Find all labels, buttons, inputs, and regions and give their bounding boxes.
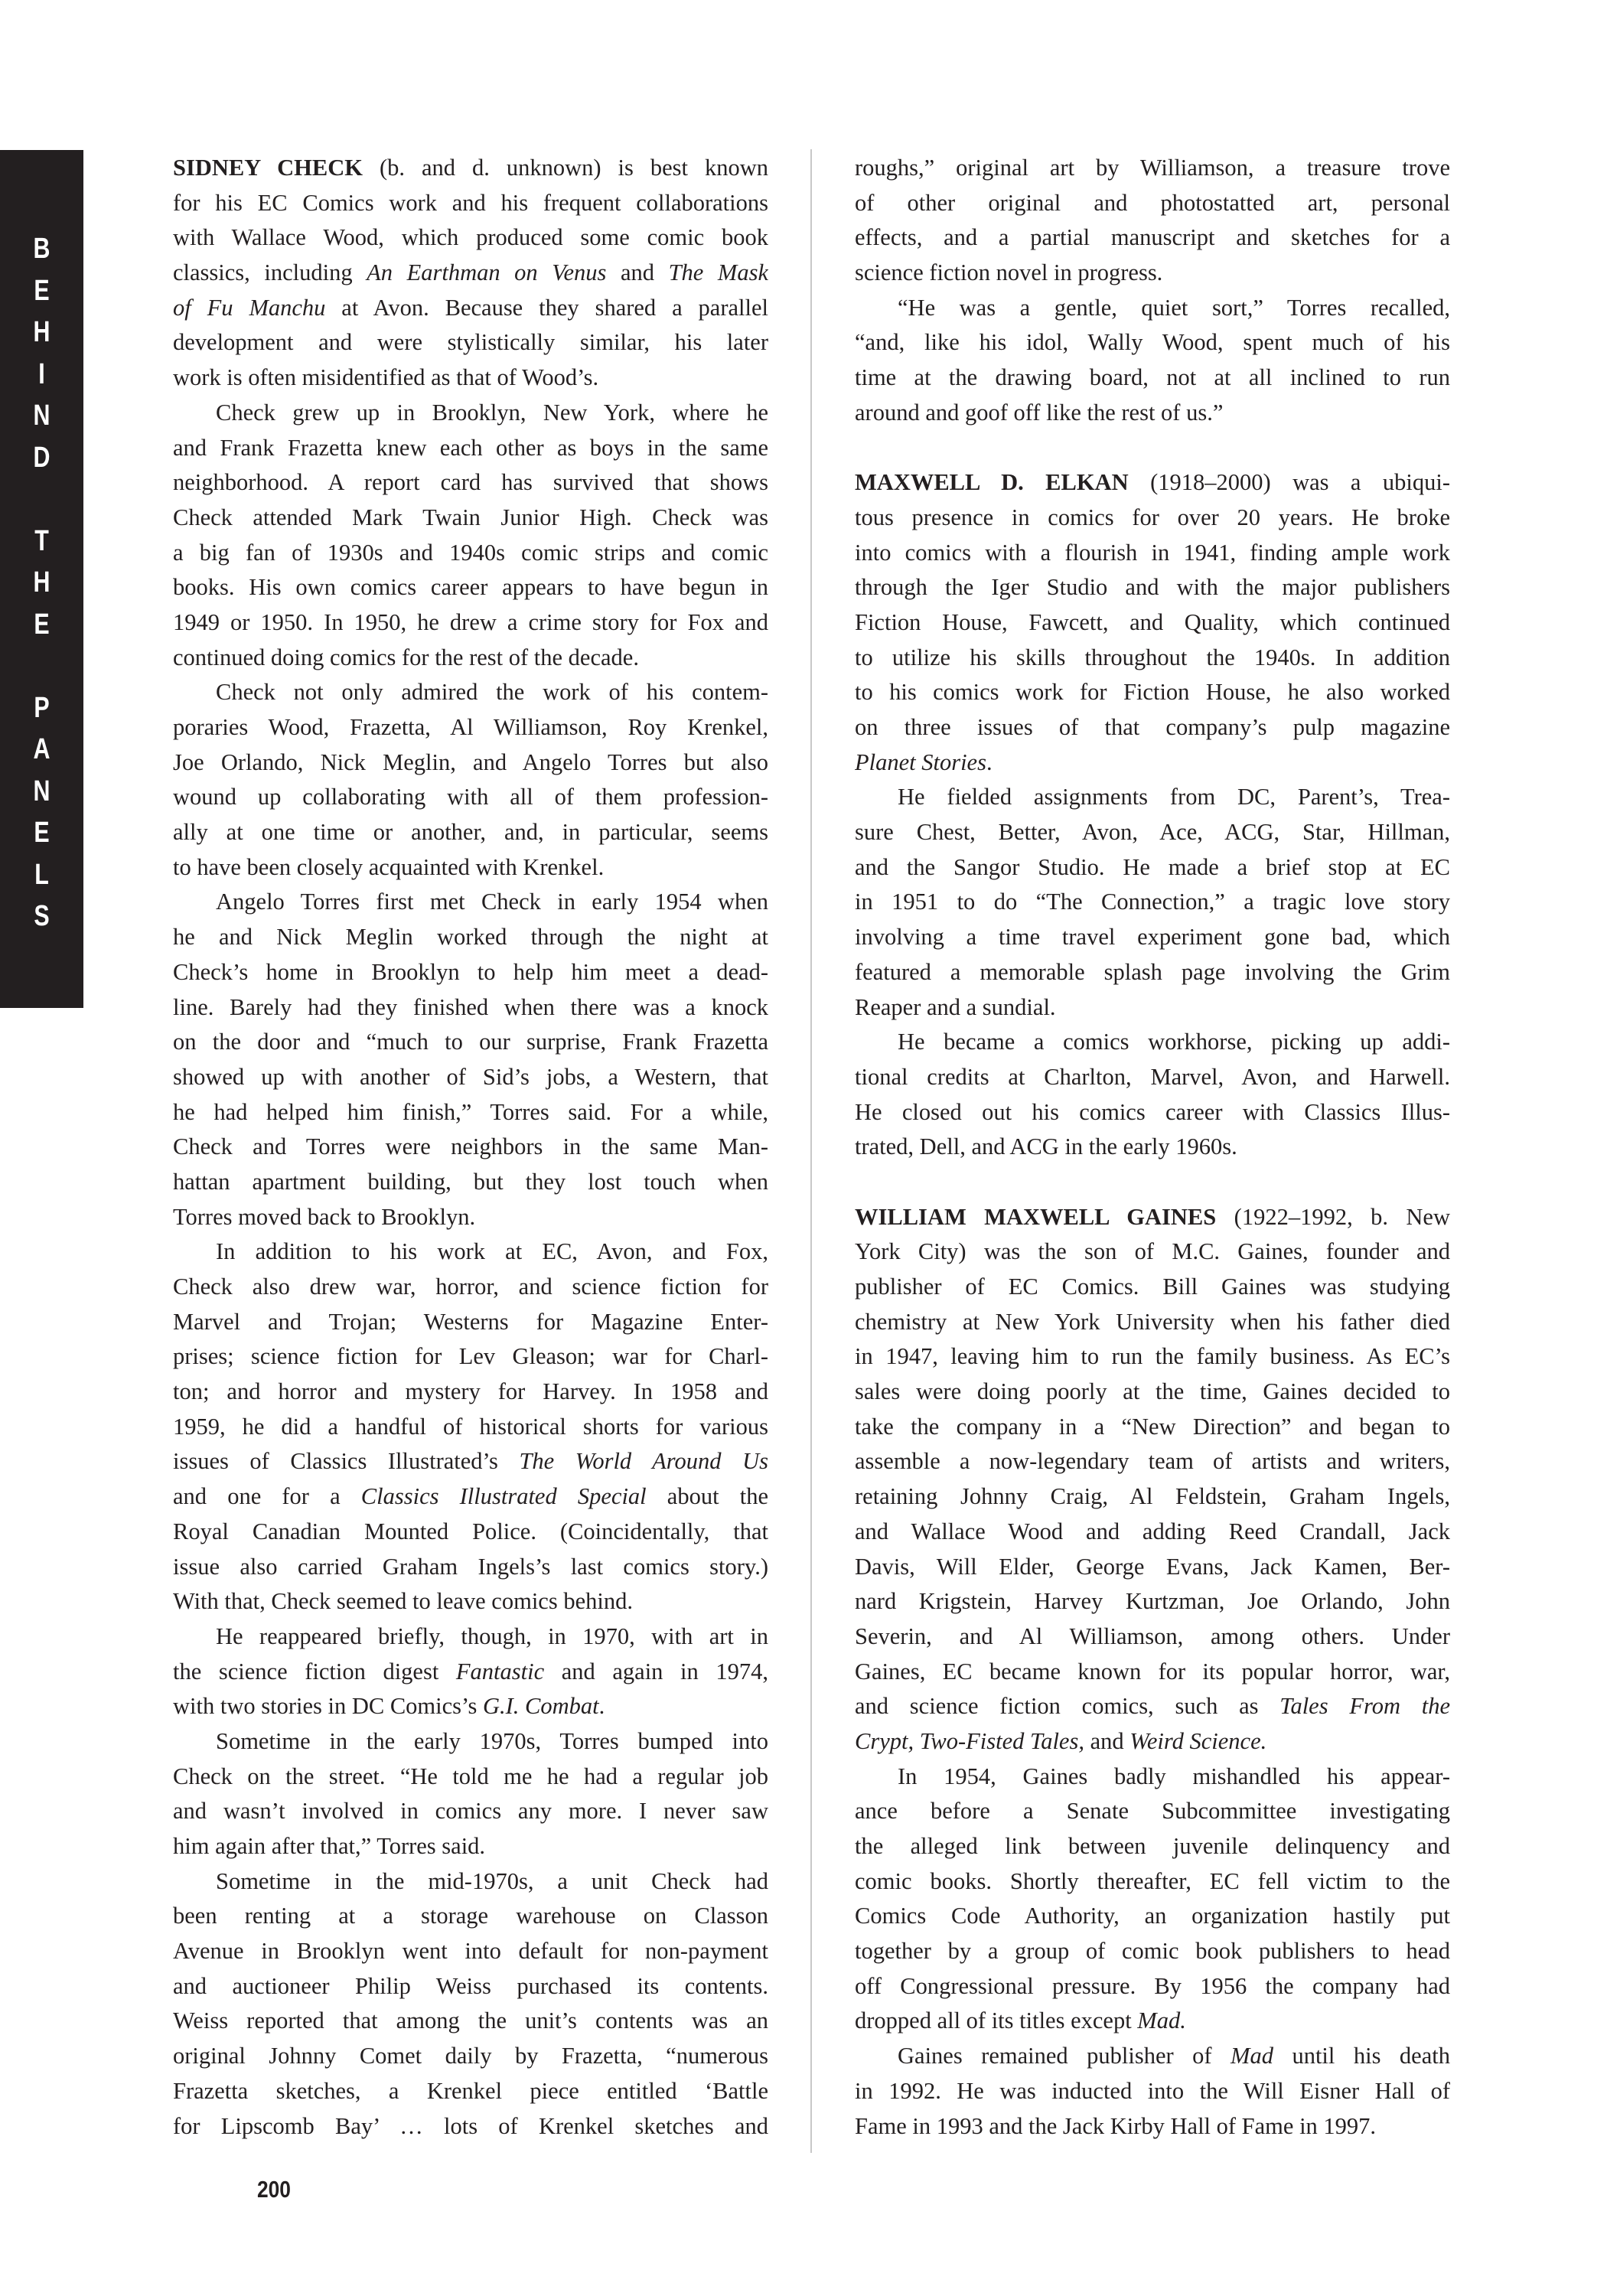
text-line <box>855 605 1450 641</box>
text-line <box>173 501 768 536</box>
italic-title: The Mask <box>668 259 768 286</box>
text-line <box>855 2004 1450 2039</box>
paragraph <box>173 1724 768 1864</box>
text-run: and <box>1084 1727 1130 1754</box>
text-line <box>855 360 1450 396</box>
text-run: and again in 1974, <box>544 1658 768 1684</box>
text-line <box>173 1550 768 1585</box>
text-line <box>173 990 768 1026</box>
text-line <box>855 2039 1450 2074</box>
italic-title: Tales From the <box>1279 1693 1450 1720</box>
text-line <box>173 1864 768 1900</box>
text-run: ally at one time or another, and, in particular, seems <box>173 819 768 846</box>
italic-title: of Fu Manchu <box>173 294 326 321</box>
text-run: and auctioneer Philip Weiss purchased its contents. <box>173 1972 768 1999</box>
text-run: about the <box>646 1483 768 1510</box>
text-line <box>173 1410 768 1445</box>
text-run: and wasn’t involved in comics any more. I never saw <box>173 1798 768 1825</box>
text-line <box>855 1689 1450 1724</box>
sidebar-title-letter: A <box>33 733 51 765</box>
text-run: tional credits at Charlton, Marvel, Avon, and Harwell. <box>855 1063 1450 1090</box>
text-line <box>855 1410 1450 1445</box>
text-line <box>173 1584 768 1619</box>
text-line <box>173 465 768 501</box>
text-run: of other original and photostatted art, personal <box>855 189 1450 216</box>
text-run: tous presence in comics for over 20 years. He broke <box>855 504 1450 530</box>
text-line <box>855 990 1450 1026</box>
text-line <box>855 1724 1450 1760</box>
text-line <box>855 1899 1450 1934</box>
text-line <box>855 396 1450 431</box>
sidebar-title-letter: B <box>33 233 51 265</box>
text-run: original Johnny Comet daily by Frazetta, “numerous <box>173 2043 768 2069</box>
text-run: Check’s home in Brooklyn to help him meet a dead- <box>173 958 768 985</box>
sidebar-title-letter: S <box>34 900 50 932</box>
text-run: continued doing comics for the rest of the decade. <box>173 644 639 670</box>
text-run: on three issues of that company’s pulp magazine <box>855 714 1450 740</box>
text-run: around and goof off like the rest of us.” <box>855 399 1224 426</box>
text-line <box>855 536 1450 571</box>
sidebar-title-letter: N <box>33 775 51 807</box>
text-column-left <box>173 151 768 2144</box>
text-line <box>855 1864 1450 1900</box>
sidebar-title-letter: T <box>34 524 49 557</box>
text-line <box>855 1270 1450 1305</box>
paragraph <box>855 151 1450 291</box>
text-line <box>855 1479 1450 1515</box>
text-line <box>173 1200 768 1235</box>
text-run: Angelo Torres first met Check in early 1954 when <box>216 889 768 915</box>
text-run: sales were doing poorly at the time, Gaines decided to <box>855 1378 1450 1405</box>
text-run: retaining Johnny Craig, Al Feldstein, Graham Ingels, <box>855 1483 1450 1510</box>
text-run: Check on the street. “He told me he had a regular job <box>173 1763 768 1789</box>
text-run: Check not only admired the work of his contem- <box>216 679 768 706</box>
text-line <box>855 1584 1450 1619</box>
text-line <box>173 1655 768 1690</box>
text-line <box>173 291 768 326</box>
text-run: take the company in a “New Direction” and began to <box>855 1413 1450 1440</box>
text-line <box>173 1270 768 1305</box>
text-run: he and Nick Meglin worked through the night at <box>173 924 768 951</box>
text-run: together by a group of comic book publishers to head <box>855 1938 1450 1965</box>
text-line <box>855 1095 1450 1130</box>
text-line <box>173 1794 768 1829</box>
text-line <box>173 641 768 676</box>
text-run: wound up collaborating with all of them profession- <box>173 784 768 810</box>
text-line <box>173 1444 768 1479</box>
text-line <box>173 885 768 920</box>
text-line <box>855 675 1450 710</box>
text-run: effects, and a partial manuscript and sketches for a <box>855 224 1450 251</box>
text-run: off Congressional pressure. By 1956 the company had <box>855 1972 1450 1999</box>
text-line <box>173 605 768 641</box>
text-run: work is often misidentified as that of Wood’s. <box>173 364 599 391</box>
text-run: until his death <box>1273 2043 1450 2069</box>
text-run: in 1947, leaving him to run the family business. As EC’s <box>855 1343 1450 1370</box>
paragraph <box>173 675 768 885</box>
text-run: through the Iger Studio and with the major publishers <box>855 574 1450 601</box>
text-line <box>855 955 1450 990</box>
italic-title: Crypt, Two-Fisted Tales, <box>855 1727 1084 1754</box>
paragraph <box>855 1025 1450 1165</box>
column-divider <box>810 149 812 2153</box>
text-line <box>173 396 768 431</box>
text-line <box>173 1479 768 1515</box>
text-column-right <box>855 151 1450 2144</box>
sidebar-title-letter: E <box>34 817 50 849</box>
text-run: In 1954, Gaines badly mishandled his appear- <box>898 1763 1450 1789</box>
text-run: and Frank Frazetta knew each other as boys in the same <box>173 434 768 461</box>
text-run: and one for a <box>173 1483 361 1510</box>
italic-title: Weird Science. <box>1129 1727 1267 1754</box>
text-line <box>855 641 1450 676</box>
sidebar-title-letter: H <box>33 566 51 598</box>
text-line <box>173 151 768 186</box>
text-run: Frazetta sketches, a Krenkel piece entitled ‘Battle <box>173 2077 768 2104</box>
paragraph <box>855 1760 1450 2040</box>
text-run: assemble a now-legendary team of artists and writers, <box>855 1448 1450 1475</box>
text-run: In addition to his work at EC, Avon, and Fox, <box>216 1238 768 1265</box>
italic-title: An Earthman on Venus <box>367 259 607 286</box>
paragraph <box>855 780 1450 1025</box>
text-line <box>855 710 1450 745</box>
text-run: Fiction House, Fawcett, and Quality, which continued <box>855 608 1450 635</box>
text-line <box>173 1515 768 1550</box>
paragraph <box>855 291 1450 431</box>
italic-title: Mad. <box>1137 2007 1186 2034</box>
text-line <box>855 256 1450 291</box>
text-line <box>855 1550 1450 1585</box>
text-line <box>173 1339 768 1375</box>
text-run: Check and Torres were neighbors in the same Man- <box>173 1133 768 1160</box>
italic-title: The World Around Us <box>519 1448 768 1475</box>
text-run: He reappeared briefly, though, in 1970, with art in <box>216 1623 768 1649</box>
text-run: With that, Check seemed to leave comics behind. <box>173 1588 633 1615</box>
sidebar-title-letter: N <box>33 400 51 432</box>
text-line <box>173 1130 768 1165</box>
text-run: 1959, he did a handful of historical shorts for various <box>173 1413 768 1440</box>
text-run: on the door and “much to our surprise, Frank Frazetta <box>173 1029 768 1055</box>
sidebar-title-letter: I <box>38 357 45 390</box>
text-run: been renting at a storage warehouse on Classon <box>173 1903 768 1929</box>
text-line <box>173 186 768 221</box>
bio-name-heading: SIDNEY CHECK <box>173 155 363 181</box>
text-run: Gaines, EC became known for its popular horror, war, <box>855 1658 1450 1684</box>
text-line <box>173 1305 768 1340</box>
sidebar-title-letter: E <box>34 608 50 641</box>
text-run: for his EC Comics work and his frequent collaborations <box>173 189 768 216</box>
text-run: He closed out his comics career with Classics Illus- <box>855 1098 1450 1125</box>
text-run: in 1992. He was inducted into the Will Eisner Hall of <box>855 2077 1450 2104</box>
text-line <box>173 1375 768 1410</box>
text-line <box>855 1339 1450 1375</box>
text-line <box>173 1165 768 1200</box>
text-run: time at the drawing board, not at all inclined to run <box>855 364 1450 391</box>
text-line <box>173 1234 768 1270</box>
text-line <box>173 1025 768 1060</box>
text-line <box>855 1234 1450 1270</box>
text-run: and Wallace Wood and adding Reed Crandall, Jack <box>855 1518 1450 1544</box>
text-line <box>855 220 1450 256</box>
sidebar-title-letter: E <box>34 274 50 307</box>
text-run: roughs,” original art by Williamson, a treasure trove <box>855 155 1450 181</box>
text-run: “and, like his idol, Wally Wood, spent much of his <box>855 329 1450 356</box>
text-line <box>855 885 1450 920</box>
sidebar-title-letter: L <box>34 858 49 891</box>
text-run: and <box>606 259 669 286</box>
text-line <box>173 1689 768 1724</box>
text-run: Fame in 1993 and the Jack Kirby Hall of Fame in 1997. <box>855 2112 1377 2139</box>
text-line <box>855 151 1450 186</box>
text-run: showed up with another of Sid’s jobs, a Western, that <box>173 1063 768 1090</box>
text-line <box>173 850 768 885</box>
text-run: hattan apartment building, but they lost touch when <box>173 1168 768 1195</box>
text-run: into comics with a flourish in 1941, finding ample work <box>855 539 1450 566</box>
text-line <box>855 1200 1450 1235</box>
text-line <box>173 431 768 466</box>
text-run: to utilize his skills throughout the 1940s. In addition <box>855 644 1450 670</box>
text-line <box>855 291 1450 326</box>
text-run: in 1951 to do “The Connection,” a tragic love story <box>855 889 1450 915</box>
sidebar-title-letter: P <box>34 691 50 724</box>
text-line <box>855 1130 1450 1165</box>
text-run: to have been closely acquainted with Krenkel. <box>173 853 605 880</box>
text-line <box>855 465 1450 501</box>
text-line <box>173 745 768 781</box>
text-run: (1918–2000) was a ubiqui- <box>1128 469 1450 496</box>
text-run: Davis, Will Elder, George Evans, Jack Kamen, Ber- <box>855 1553 1450 1580</box>
text-run: comic books. Shortly thereafter, EC fell victim to the <box>855 1867 1450 1894</box>
text-line <box>855 850 1450 885</box>
text-run: development and were stylistically similar, his later <box>173 329 768 356</box>
text-run: neighborhood. A report card has survived that shows <box>173 469 768 496</box>
text-line <box>855 186 1450 221</box>
text-run: the alleged link between juvenile delinquency and <box>855 1833 1450 1859</box>
text-run: Gaines remained publisher of <box>898 2043 1231 2069</box>
text-line <box>173 1760 768 1795</box>
text-run: Marvel and Trojan; Westerns for Magazine Enter- <box>173 1308 768 1335</box>
text-run: . <box>986 748 993 775</box>
text-line <box>855 1655 1450 1690</box>
text-run: Sometime in the mid-1970s, a unit Check had <box>216 1867 768 1894</box>
italic-title: Fantastic <box>455 1658 545 1684</box>
text-line <box>173 1899 768 1934</box>
text-line <box>173 955 768 990</box>
text-run: him again after that,” Torres said. <box>173 1833 486 1859</box>
section-gap <box>855 431 1450 466</box>
text-run: with Wallace Wood, which produced some comic book <box>173 224 768 251</box>
text-run: (1922–1992, b. New <box>1216 1203 1450 1230</box>
text-run: to his comics work for Fiction House, he also worked <box>855 679 1450 706</box>
text-run: dropped all of its titles except <box>855 2007 1138 2034</box>
text-run: and the Sangor Studio. He made a brief stop at EC <box>855 853 1450 880</box>
text-run: Joe Orlando, Nick Meglin, and Angelo Torres but also <box>173 748 768 775</box>
text-run: He became a comics workhorse, picking up addi- <box>898 1029 1450 1055</box>
text-run: Check attended Mark Twain Junior High. Check was <box>173 504 768 530</box>
text-run: Royal Canadian Mounted Police. (Coincidentally, that <box>173 1518 768 1544</box>
paragraph <box>173 151 768 396</box>
text-run: “He was a gentle, quiet sort,” Torres recalled, <box>898 294 1450 321</box>
text-line <box>855 2109 1450 2144</box>
text-line <box>855 1444 1450 1479</box>
paragraph <box>855 465 1450 780</box>
bio-name-heading: WILLIAM MAXWELL GAINES <box>855 1203 1217 1230</box>
text-line <box>855 1515 1450 1550</box>
text-line <box>855 501 1450 536</box>
text-line <box>173 675 768 710</box>
text-run: Sometime in the early 1970s, Torres bumped into <box>216 1727 768 1754</box>
text-line <box>855 1760 1450 1795</box>
text-line <box>173 1095 768 1130</box>
text-line <box>173 325 768 360</box>
paragraph <box>173 396 768 676</box>
text-run: 1949 or 1950. In 1950, he drew a crime story for Fox and <box>173 608 768 635</box>
text-line <box>855 1934 1450 1969</box>
text-run: Check also drew war, horror, and science fiction for <box>173 1274 768 1300</box>
text-run: he had helped him finish,” Torres said. For a while, <box>173 1098 768 1125</box>
text-run: He fielded assignments from DC, Parent’s, Trea- <box>898 784 1450 810</box>
text-run: books. His own comics career appears to have begun in <box>173 574 768 601</box>
italic-title: Classics Illustrated Special <box>360 1483 647 1510</box>
text-run: . <box>598 1693 605 1720</box>
text-run: science fiction novel in progress. <box>855 259 1163 286</box>
text-run: Torres moved back to Brooklyn. <box>173 1203 476 1230</box>
text-line <box>855 1794 1450 1829</box>
text-run: Comics Code Authority, an organization hastily put <box>855 1903 1450 1929</box>
text-line <box>173 815 768 850</box>
text-line <box>173 536 768 571</box>
text-line <box>855 920 1450 955</box>
text-line <box>855 745 1450 781</box>
text-run: issues of Classics Illustrated’s <box>173 1448 520 1475</box>
paragraph <box>173 1864 768 2144</box>
text-line <box>173 2004 768 2039</box>
text-line <box>855 2074 1450 2109</box>
text-run: (b. and d. unknown) is best known <box>362 155 768 181</box>
text-run: ance before a Senate Subcommittee investigating <box>855 1798 1450 1825</box>
text-line <box>173 1060 768 1095</box>
page-number: 200 <box>257 2176 291 2203</box>
text-run: Check grew up in Brooklyn, New York, where he <box>216 399 768 426</box>
paragraph <box>855 1200 1450 1760</box>
text-run: featured a memorable splash page involving the Grim <box>855 958 1450 985</box>
text-run: Weiss reported that among the unit’s contents was an <box>173 2007 768 2034</box>
text-run: York City) was the son of M.C. Gaines, founder and <box>855 1238 1450 1265</box>
text-line <box>173 1829 768 1864</box>
text-line <box>173 570 768 605</box>
text-line <box>855 1375 1450 1410</box>
paragraph <box>173 1234 768 1619</box>
italic-title: G.I. Combat <box>483 1693 599 1720</box>
text-line <box>173 2109 768 2144</box>
text-run: the science fiction digest <box>173 1658 456 1684</box>
text-line <box>855 325 1450 360</box>
text-run: sure Chest, Better, Avon, Ace, ACG, Star, Hillman, <box>855 819 1450 846</box>
text-line <box>173 1724 768 1760</box>
text-line <box>173 1619 768 1655</box>
italic-title: Planet Stories <box>855 748 986 775</box>
text-line <box>855 815 1450 850</box>
text-run: with two stories in DC Comics’s <box>173 1693 483 1720</box>
text-run: Severin, and Al Williamson, among others. Under <box>855 1623 1450 1649</box>
text-run: publisher of EC Comics. Bill Gaines was studying <box>855 1274 1450 1300</box>
text-line <box>173 256 768 291</box>
text-line <box>855 1969 1450 2004</box>
text-line <box>173 220 768 256</box>
text-line <box>173 1969 768 2004</box>
text-line <box>855 780 1450 815</box>
text-line <box>173 2074 768 2109</box>
text-run: Reaper and a sundial. <box>855 993 1056 1020</box>
text-line <box>173 360 768 396</box>
text-run: involving a time travel experiment gone bad, which <box>855 924 1450 951</box>
text-line <box>855 1829 1450 1864</box>
text-line <box>855 1305 1450 1340</box>
text-line <box>173 780 768 815</box>
text-run: at Avon. Because they shared a parallel <box>325 294 768 321</box>
section-sidebar-tab <box>0 150 83 1008</box>
text-run: for Lipscomb Bay’ … lots of Krenkel sketches and <box>173 2112 768 2139</box>
text-run: trated, Dell, and ACG in the early 1960s. <box>855 1133 1237 1160</box>
text-run: issue also carried Graham Ingels’s last comics story.) <box>173 1553 768 1580</box>
paragraph <box>173 1619 768 1724</box>
text-run: ton; and horror and mystery for Harvey. In 1958 and <box>173 1378 768 1405</box>
bio-name-heading: MAXWELL D. ELKAN <box>855 469 1129 496</box>
text-run: a big fan of 1930s and 1940s comic strips and comic <box>173 539 768 566</box>
text-line <box>173 2039 768 2074</box>
text-run: and science fiction comics, such as <box>855 1693 1280 1720</box>
text-line <box>173 710 768 745</box>
text-run: poraries Wood, Frazetta, Al Williamson, Roy Krenkel, <box>173 714 768 740</box>
italic-title: Mad <box>1231 2043 1273 2069</box>
paragraph <box>855 2039 1450 2144</box>
text-run: Avenue in Brooklyn went into default for non-payment <box>173 1938 768 1965</box>
text-run: chemistry at New York University when his father died <box>855 1308 1450 1335</box>
sidebar-title-letter: H <box>33 316 51 348</box>
section-gap <box>855 1165 1450 1200</box>
text-line <box>855 1025 1450 1060</box>
text-line <box>173 1934 768 1969</box>
sidebar-title-letter: D <box>33 441 51 474</box>
text-line <box>855 1619 1450 1655</box>
text-run: prises; science fiction for Lev Gleason; war for Charl- <box>173 1343 768 1370</box>
text-run: nard Krigstein, Harvey Kurtzman, Joe Orlando, John <box>855 1588 1450 1615</box>
text-run: classics, including <box>173 259 367 286</box>
text-run: line. Barely had they finished when there was a knock <box>173 993 768 1020</box>
paragraph <box>173 885 768 1234</box>
text-line <box>173 920 768 955</box>
text-line <box>855 1060 1450 1095</box>
text-line <box>855 570 1450 605</box>
